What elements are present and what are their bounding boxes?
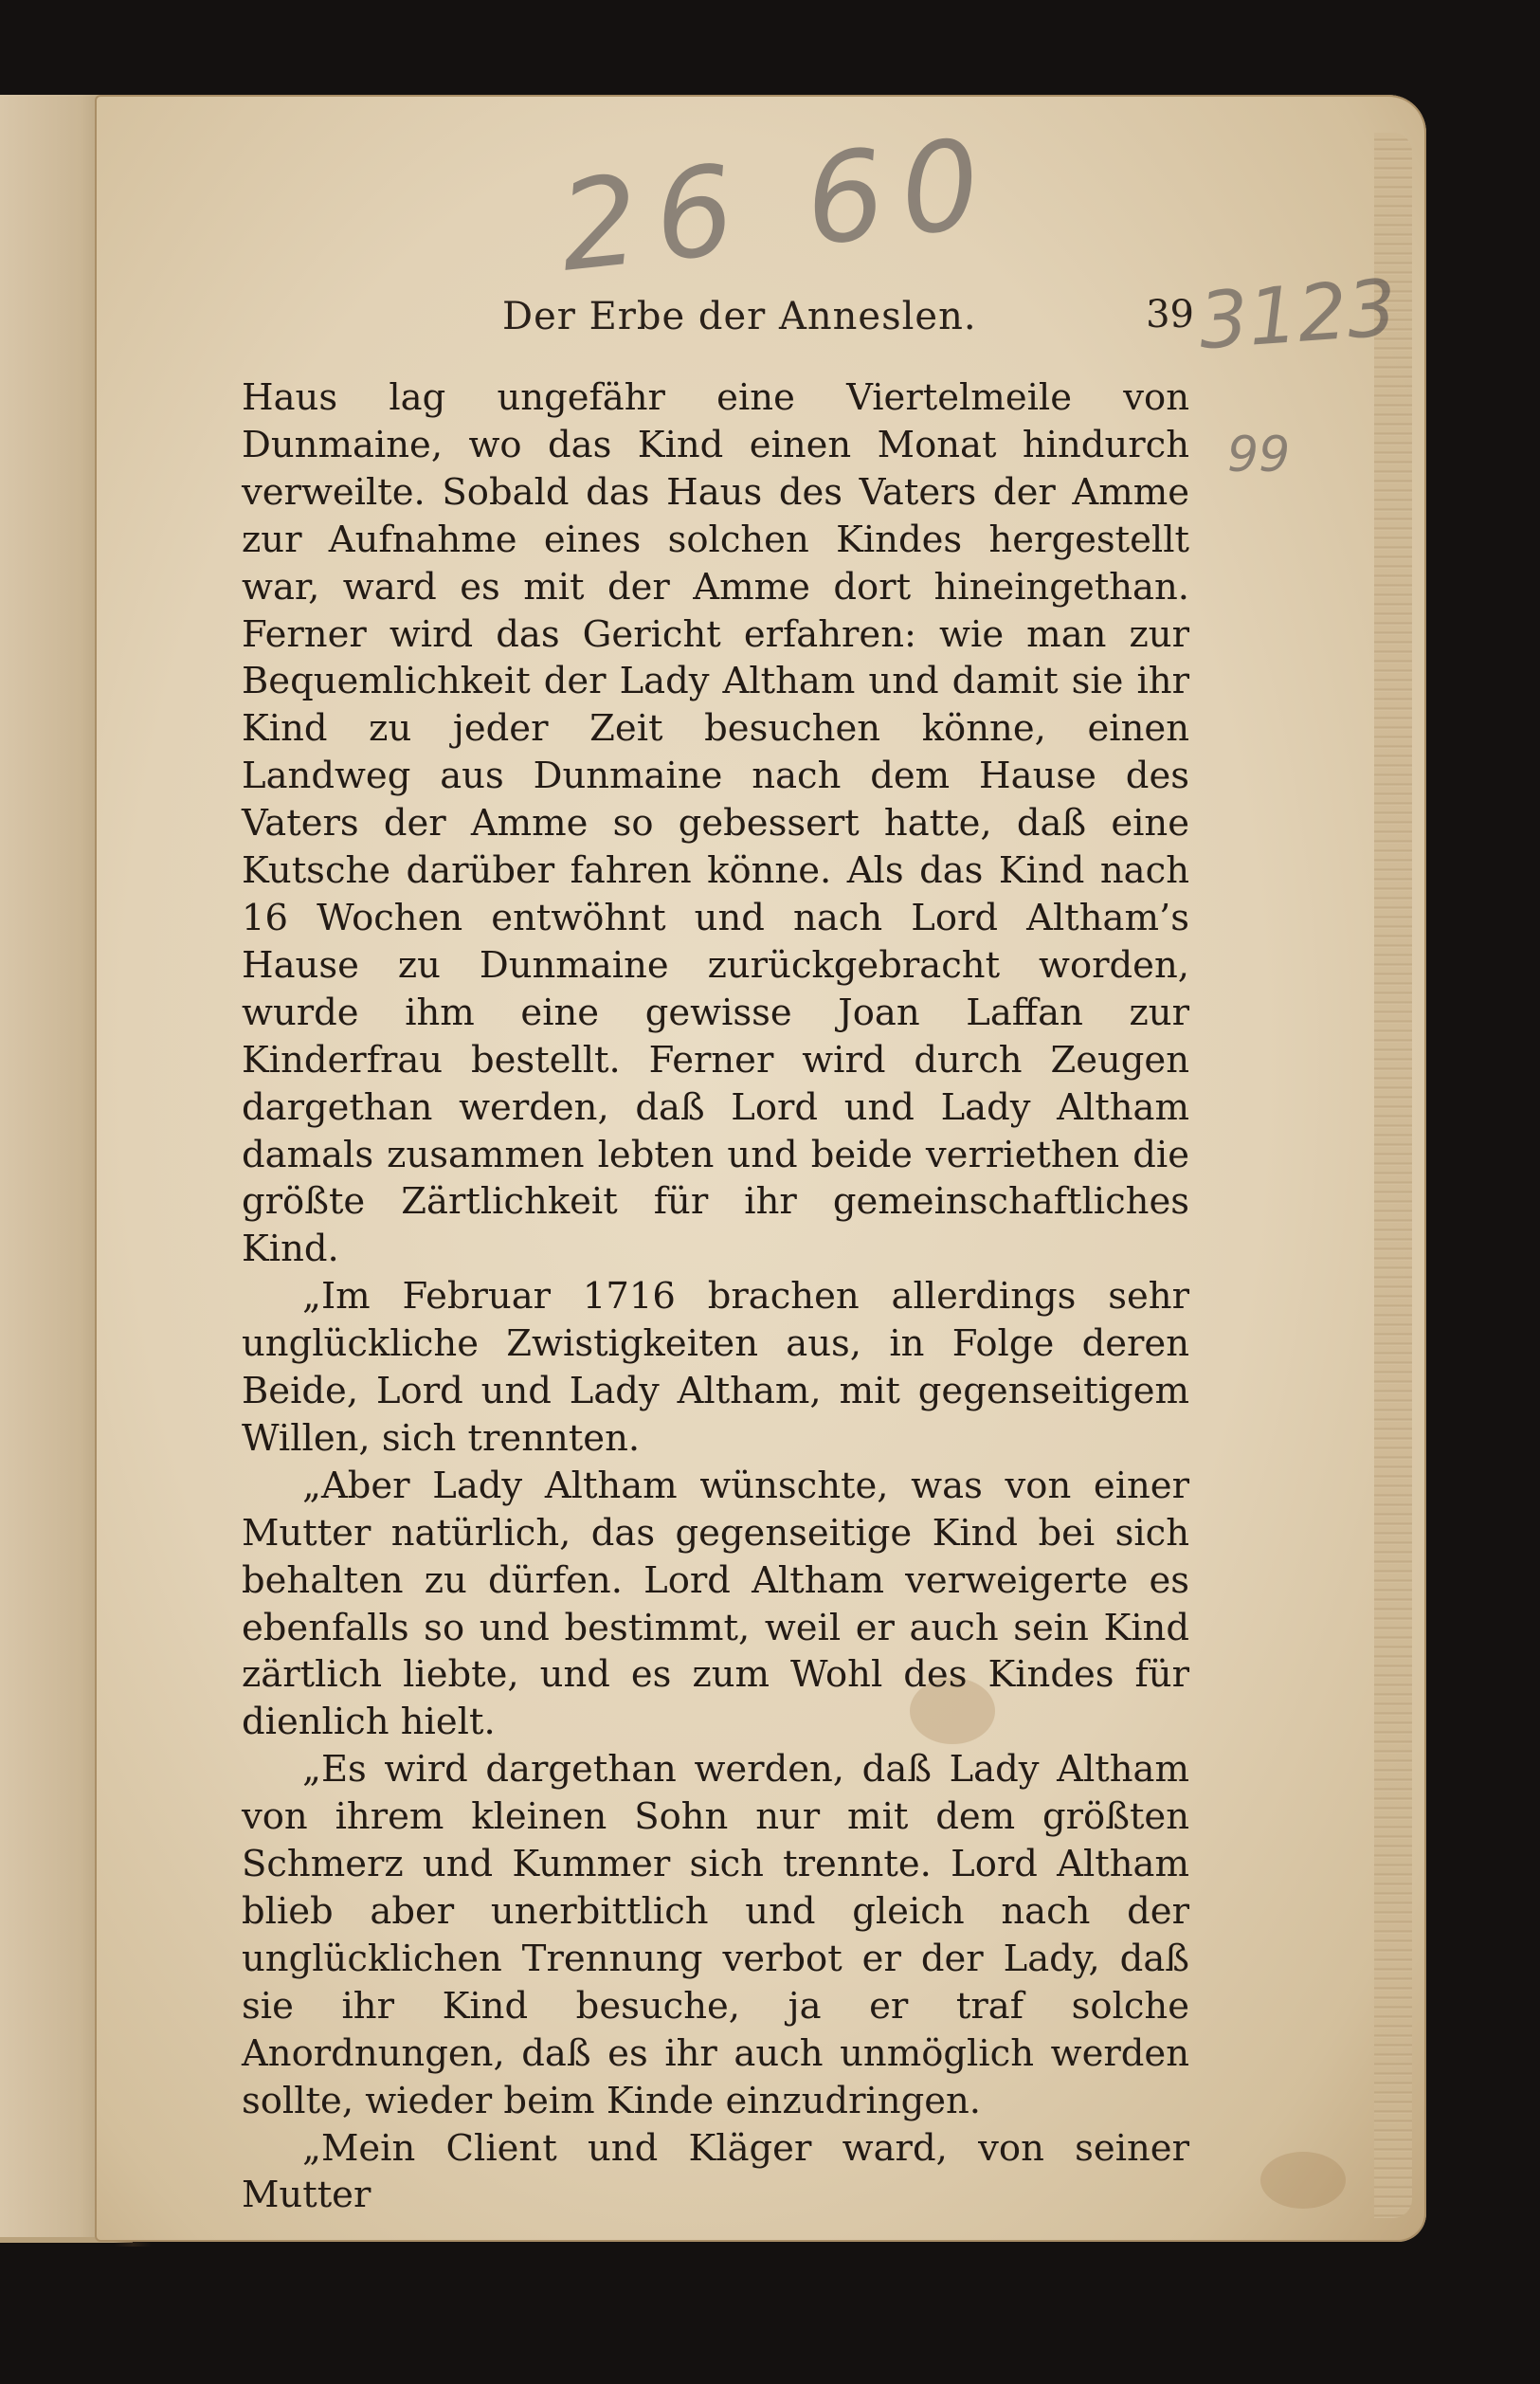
running-head <box>242 289 1194 346</box>
paragraph: „Mein Client und Kläger ward, von seiner Mutter <box>242 2126 1189 2217</box>
paragraph: „Es wird dargethan werden, daß Lady Altham von ihrem kleinen Sohn nur mit dem größten Schmerz und Kummer sich trennte. Lord Altham blieb aber unerbittlich und gleich nach der unglücklichen Trennung verbot er der Lady, daß sie ihr Kind besuche, ja er traf solche Anordnungen, daß es ihr auch unmöglich werden sollte, wieder beim Kinde einzudringen. <box>242 1748 1189 2122</box>
paper-stain <box>1260 2152 1346 2209</box>
body-text <box>242 374 1189 2219</box>
paragraph: Haus lag ungefähr eine Viertelmeile von Dunmaine, wo das Kind einen Monat hindurch verweilte. Sobald das Haus des Vaters der Amme zur Aufnahme eines solchen Kindes hergestellt war, ward es mit der Amme dort hineingethan. Ferner wird das Gericht erfahren: wie man zur Bequemlichkeit der Lady Altham und damit sie ihr Kind zu jeder Zeit besuchen könne, einen Landweg aus Dunmaine nach dem Hause des Vaters der Amme so gebessert hatte, daß eine Kutsche darüber fahren könne. Als das Kind nach 16 Wochen entwöhnt und nach Lord Altham’s Hause zu Dunmaine zurückgebracht worden, wurde ihm eine gewisse Joan Laffan zur Kinderfrau bestellt. Ferner wird durch Zeugen dargethan werden, daß Lord und Lady Altham damals zusammen lebten und beide verriethen die größte Zärtlichkeit für ihr gemeinschaftliches Kind. <box>242 376 1189 1271</box>
pencil-annotation-top: 26 60 <box>553 110 1004 300</box>
page-number: 39 <box>1146 293 1194 337</box>
running-title: Der Erbe der Anneslen. <box>502 295 977 338</box>
pencil-annotation-margin: 99 <box>1227 427 1291 483</box>
paragraph: „Im Februar 1716 brachen allerdings sehr unglückliche Zwistigkeiten aus, in Folge deren Beide, Lord und Lady Altham, mit gegenseitigem Willen, sich trennten. <box>242 1275 1189 1460</box>
page-fore-edge <box>1374 133 1412 2218</box>
pencil-annotation-right: 3123 <box>1195 263 1400 368</box>
paragraph: „Aber Lady Altham wünschte, was von einer Mutter natürlich, das gegenseitige Kind bei sich behalten zu dürfen. Lord Altham verweigerte es ebenfalls so und bestimmt, weil er auch sein Kind zärtlich liebte, und es zum Wohl des Kindes für dienlich hielt. <box>242 1464 1189 1744</box>
